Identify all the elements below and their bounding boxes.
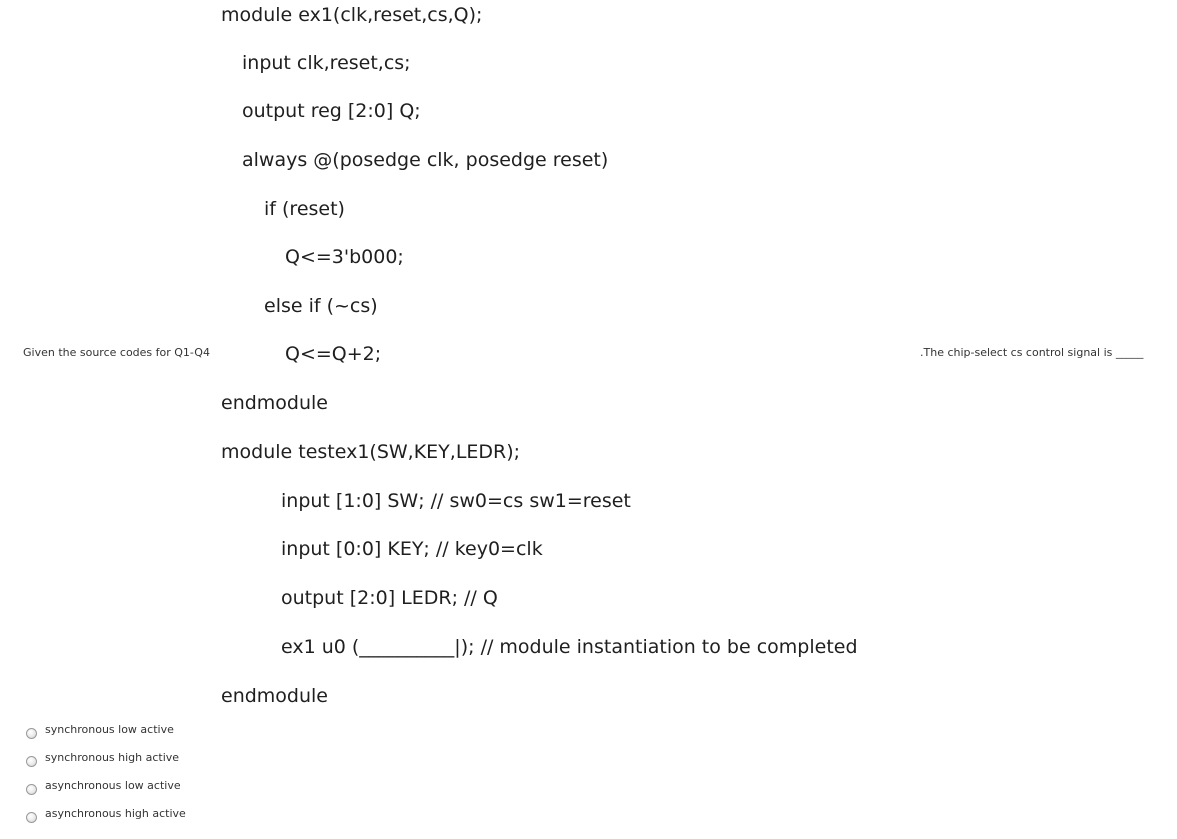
code-line: else if (~cs) bbox=[264, 295, 378, 317]
radio-button[interactable] bbox=[26, 728, 37, 739]
answer-option[interactable] bbox=[26, 747, 179, 767]
code-line: input clk,reset,cs; bbox=[242, 52, 411, 74]
answer-option-label: synchronous low active bbox=[45, 722, 174, 736]
answer-option[interactable] bbox=[26, 803, 186, 823]
code-line: endmodule bbox=[221, 392, 328, 414]
question-stem: .The chip-select cs control signal is _____ bbox=[920, 346, 1144, 359]
radio-button[interactable] bbox=[26, 784, 37, 795]
code-line: Q<=3'b000; bbox=[285, 246, 404, 268]
code-line: ex1 u0 (__________|); // module instantiation to be completed bbox=[281, 636, 858, 658]
answer-option-label: asynchronous high active bbox=[45, 806, 186, 820]
code-line: module ex1(clk,reset,cs,Q); bbox=[221, 4, 483, 26]
code-line: always @(posedge clk, posedge reset) bbox=[242, 149, 609, 171]
code-line: output reg [2:0] Q; bbox=[242, 100, 421, 122]
question-intro: Given the source codes for Q1-Q4 bbox=[23, 346, 210, 359]
answer-option-label: asynchronous low active bbox=[45, 778, 181, 792]
code-line: input [0:0] KEY; // key0=clk bbox=[281, 538, 543, 560]
code-line: if (reset) bbox=[264, 198, 345, 220]
code-line: Q<=Q+2; bbox=[285, 343, 382, 365]
answer-option-label: synchronous high active bbox=[45, 750, 180, 764]
code-line: input [1:0] SW; // sw0=cs sw1=reset bbox=[281, 490, 631, 512]
answer-option[interactable] bbox=[26, 719, 174, 739]
answer-option[interactable] bbox=[26, 775, 181, 795]
code-line: output [2:0] LEDR; // Q bbox=[281, 587, 498, 609]
radio-button[interactable] bbox=[26, 812, 37, 823]
code-line: endmodule bbox=[221, 685, 328, 707]
radio-button[interactable] bbox=[26, 756, 37, 767]
code-line: module testex1(SW,KEY,LEDR); bbox=[221, 441, 521, 463]
